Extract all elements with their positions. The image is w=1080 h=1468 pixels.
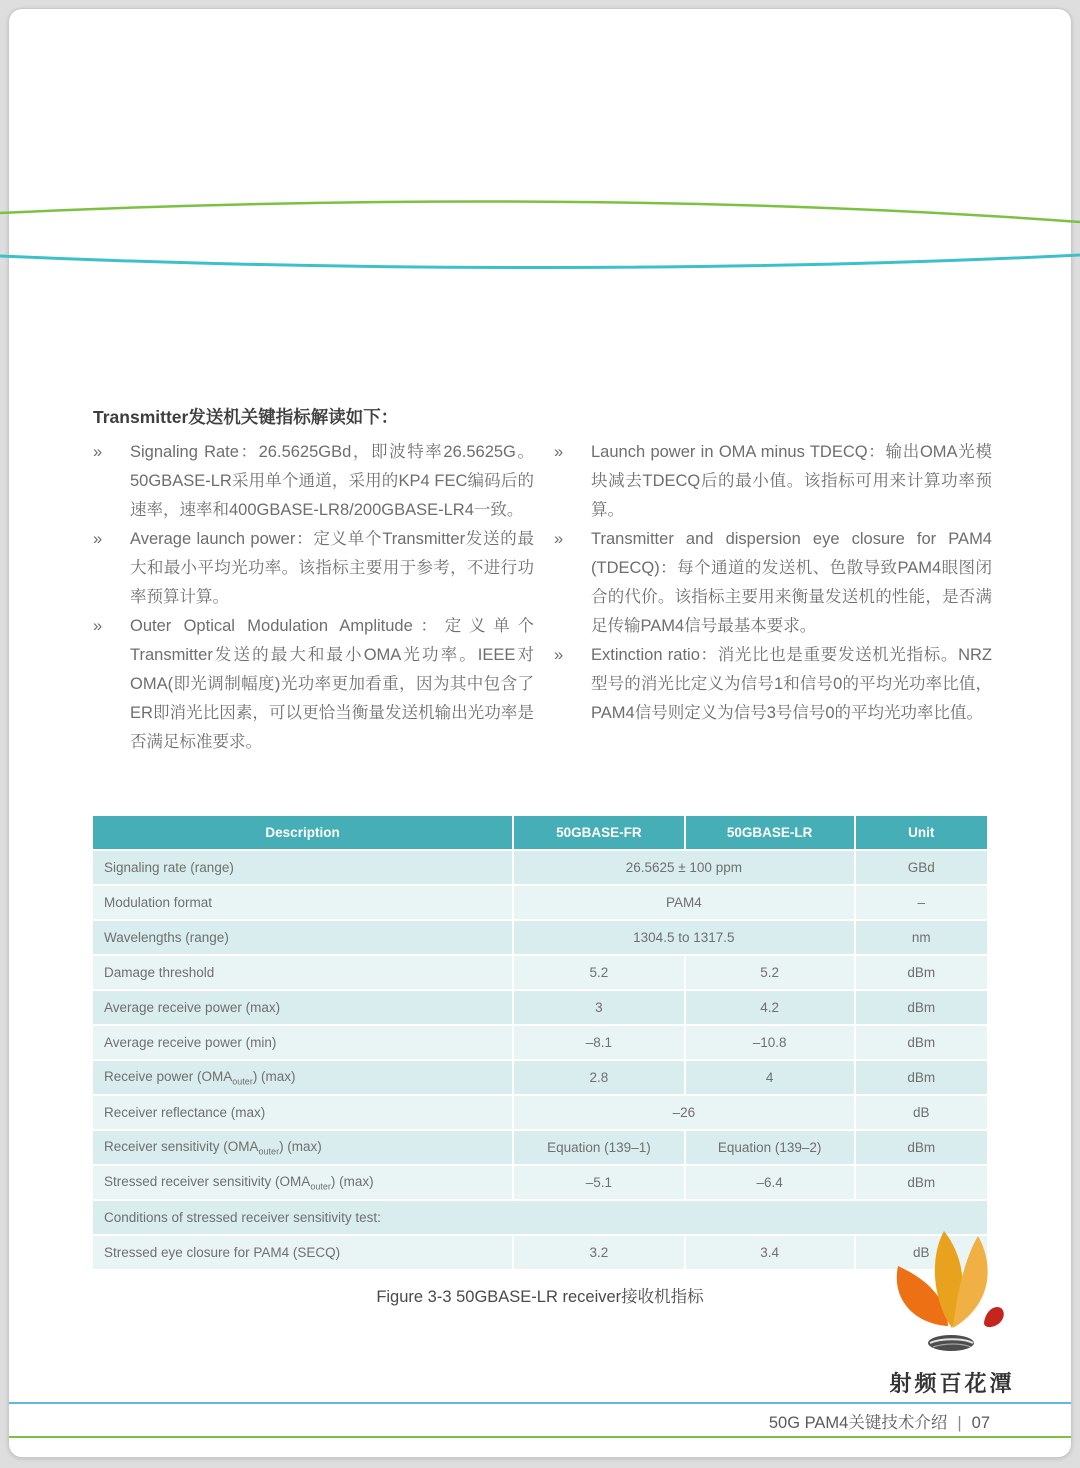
table-header-row (93, 816, 987, 849)
header-50gbase-lr: 50GBASE-LR (686, 816, 854, 849)
bullet-text: Transmitter and dispersion eye closure for PAM4 (TDECQ)：每个通道的发送机、色散导致PAM4眼图闭合的代价。该指标主要用来衡量发送机的性能，是否满足传输PAM4信号最基本要求。 (591, 530, 992, 635)
cell-value-lr: 4 (686, 1061, 854, 1094)
header-unit: Unit (856, 816, 987, 849)
bullet-column-left (93, 438, 534, 757)
cell-value-lr: 4.2 (686, 991, 854, 1024)
cell-value-fr: 3 (514, 991, 684, 1024)
cell-description: Conditions of stressed receiver sensitivity test: (93, 1201, 987, 1234)
bullet-marker: » (93, 443, 103, 461)
bullet-text: Extinction ratio：消光比也是重要发送机光指标。NRZ型号的消光比定义为信号1和信号0的平均光功率比值，PAM4信号则定义为信号3号信号0的平均光功率比值。 (591, 646, 992, 722)
section-heading: Transmitter发送机关键指标解读如下： (93, 407, 399, 427)
bullet-marker: » (554, 443, 564, 461)
cell-value-fr: 5.2 (514, 956, 684, 989)
bullet-marker: » (93, 530, 103, 548)
table-row (93, 1061, 987, 1094)
cell-unit: dBm (856, 991, 987, 1024)
footer-separator: | (957, 1414, 962, 1432)
cell-value-span: 26.5625 ± 100 ppm (514, 851, 853, 884)
cell-description: Receiver sensitivity $(OMA_{outer})$ (max) (93, 1131, 512, 1164)
cell-description: Signaling rate (range) (93, 851, 512, 884)
bullet-item (93, 612, 534, 757)
logo-text: 射频百花潭 (889, 1371, 1015, 1396)
bullet-text: Outer Optical Modulation Amplitude：定义单个Transmitter发送的最大和最小OMA光功率。IEEE对OMA(即光调制幅度)光功率更加看重，因为其中包含了ER即消光比因素，可以更恰当衡量发送机输出光功率是否满足标准要求。 (130, 617, 534, 751)
header-50gbase-fr: 50GBASE-FR (514, 816, 684, 849)
bullet-item (554, 438, 992, 525)
table-row (93, 991, 987, 1024)
header-description: Description (93, 816, 512, 849)
logo-flame-icon (881, 1226, 1018, 1362)
cell-description: Modulation format (93, 886, 512, 919)
bullet-text: Average launch power：定义单个Transmitter发送的最大和最小平均光功率。该指标主要用于参考，不进行功率预算计算。 (130, 530, 534, 606)
cell-value-fr: 2.8 (514, 1061, 684, 1094)
bullet-marker: » (554, 530, 564, 548)
cell-value-span: PAM4 (514, 886, 853, 919)
table-row (93, 1131, 987, 1164)
bullet-marker: » (554, 646, 564, 664)
cell-unit: dB (856, 1236, 987, 1269)
cell-description: Wavelengths (range) (93, 921, 512, 954)
bullet-item (93, 438, 534, 525)
cell-description: Average receive power (max) (93, 991, 512, 1024)
cell-description: Receiver reflectance (max) (93, 1096, 512, 1129)
cell-value-lr: Equation (139–2) (686, 1131, 854, 1164)
footer-divider-bottom (9, 1436, 1071, 1438)
table-row (93, 1096, 987, 1129)
table-row (93, 886, 987, 919)
cell-value-lr: 3.4 (686, 1236, 854, 1269)
footer-divider-top (9, 1402, 1071, 1404)
cell-description: Receive power $(OMA_{outer})$ (max) (93, 1061, 512, 1094)
footer-page-number: 07 (971, 1414, 990, 1432)
cell-value-fr: –8.1 (514, 1026, 684, 1059)
cell-value-span: –26 (514, 1096, 853, 1129)
bullet-text: Signaling Rate：26.5625GBd，即波特率26.5625G。50GBASE-LR采用单个通道，采用的KP4 FEC编码后的速率，速率和400GBASE-LR8/200GBASE-LR4一致。 (130, 443, 534, 519)
bullet-item (554, 525, 992, 641)
cell-value-fr: Equation (139–1) (514, 1131, 684, 1164)
bullet-item (554, 641, 992, 728)
footer-title: 50G PAM4关键技术介绍 (768, 1414, 948, 1432)
brand-logo (881, 1226, 1023, 1398)
bullet-item (93, 525, 534, 612)
table-row (93, 1026, 987, 1059)
cell-value-span: 1304.5 to 1317.5 (514, 921, 853, 954)
cell-value-lr: –10.8 (686, 1026, 854, 1059)
cell-unit: dBm (856, 1131, 987, 1164)
bullet-marker: » (93, 617, 103, 635)
cell-description: Stressed receiver sensitivity $(OMA_{outer})$ (max) (93, 1166, 512, 1199)
cell-description: Stressed eye closure for PAM4 (SECQ) (93, 1236, 512, 1269)
spec-table (91, 814, 989, 1271)
table-row (93, 921, 987, 954)
table-row (93, 851, 987, 884)
table-row (93, 956, 987, 989)
table-row (93, 1236, 987, 1269)
cell-unit: nm (856, 921, 987, 954)
footer-text (769, 1409, 990, 1433)
bullet-text: Launch power in OMA minus TDECQ：输出OMA光模块减去TDECQ后的最小值。该指标可用来计算功率预算。 (591, 443, 992, 519)
cell-unit: dB (856, 1096, 987, 1129)
table-row (93, 1166, 987, 1199)
cell-unit: dBm (856, 956, 987, 989)
table-row (93, 1201, 987, 1234)
cell-unit: – (856, 886, 987, 919)
cell-value-lr: 5.2 (686, 956, 854, 989)
cell-description: Average receive power (min) (93, 1026, 512, 1059)
cell-unit: dBm (856, 1026, 987, 1059)
cell-value-fr: 3.2 (514, 1236, 684, 1269)
cell-value-lr: –6.4 (686, 1166, 854, 1199)
cell-description: Damage threshold (93, 956, 512, 989)
bullet-column-right (554, 438, 992, 728)
cell-unit: dBm (856, 1061, 987, 1094)
figure-caption: Figure 3-3 50GBASE-LR receiver接收机指标 (376, 1288, 704, 1306)
cell-unit: dBm (856, 1166, 987, 1199)
cell-unit: GBd (856, 851, 987, 884)
cell-value-fr: –5.1 (514, 1166, 684, 1199)
